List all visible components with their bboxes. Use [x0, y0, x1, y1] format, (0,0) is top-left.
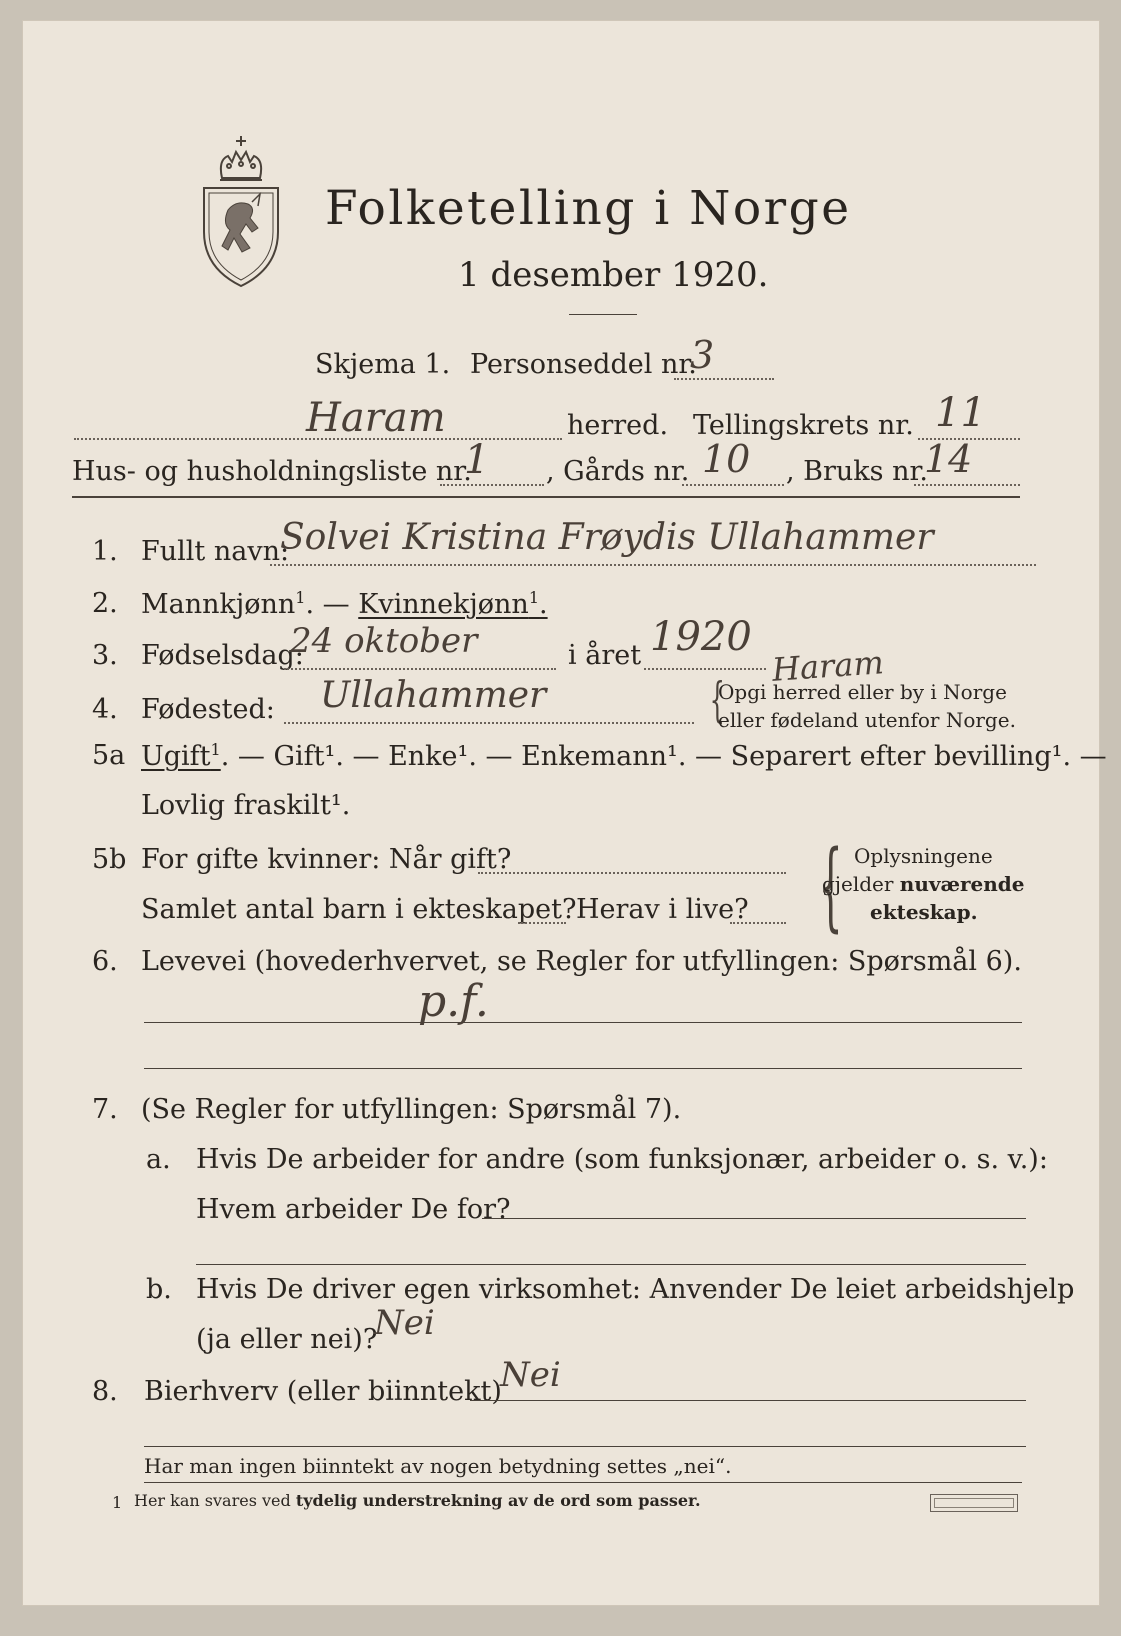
birthyear-value: 1920 [650, 614, 752, 660]
full-name-value: Solvei Kristina Frøydis Ullahammer [280, 517, 934, 558]
printer-stamp-icon [930, 1494, 1018, 1512]
q7a-letter: a. [146, 1144, 171, 1175]
q3-year-label: i året [568, 640, 642, 671]
tellingskrets-value: 11 [935, 390, 986, 436]
coat-of-arms-icon [198, 132, 284, 290]
occupation-field-line1[interactable] [144, 1022, 1022, 1023]
children-count-field[interactable] [518, 922, 566, 924]
q1-label: Fullt navn: [141, 536, 290, 567]
q7b-question: (ja eller nei)? [196, 1324, 378, 1355]
sex-option-male[interactable]: Mannkjønn [141, 589, 296, 620]
page-subtitle: 1 desember 1920. [458, 255, 769, 295]
side-income-field-line2[interactable] [144, 1446, 1026, 1447]
q4-number: 4. [92, 694, 118, 725]
marital-option-ugift[interactable]: Ugift [141, 741, 211, 772]
birthyear-field[interactable] [644, 668, 766, 670]
q5a-options: Ugift$^1$. — Gift¹. — Enke¹. — Enkemann¹. — Separert efter bevilling¹. — [141, 740, 1107, 772]
q5b-children-label: Samlet antal barn i ekteskapet? [141, 894, 577, 925]
employer-field-line1[interactable] [482, 1218, 1026, 1219]
q8-number: 8. [92, 1376, 118, 1407]
q5a-line2[interactable]: Lovlig fraskilt¹. [141, 790, 351, 821]
footer-note: Har man ingen biinntekt av nogen betydning settes „nei“. [144, 1454, 732, 1478]
herred-label: herred. [567, 410, 669, 441]
q5b-note-line2a: gjelder [822, 872, 900, 896]
q7-number: 7. [92, 1094, 118, 1125]
q1-number: 1. [92, 536, 118, 567]
q7-label: (Se Regler for utfyllingen: Spørsmål 7). [141, 1094, 682, 1125]
personseddel-label: Personseddel nr. [470, 349, 697, 380]
hired-help-value: Nei [374, 1303, 435, 1343]
q7a-question: Hvem arbeider De for? [196, 1194, 511, 1225]
q2-number: 2. [92, 588, 118, 619]
occupation-value: p.f. [418, 976, 489, 1027]
q3-number: 3. [92, 640, 118, 671]
birthplace-value: Ullahammer [320, 675, 547, 716]
q7a-text: Hvis De arbeider for andre (som funksjonær, arbeider o. s. v.): [196, 1144, 1048, 1175]
census-form-page [22, 20, 1107, 1606]
birthdate-field[interactable] [284, 668, 556, 670]
q8-label: Bierhverv (eller biinntekt) [144, 1376, 502, 1407]
q5b-note-brace: { [818, 830, 843, 942]
q5b-note-line2 [822, 874, 1025, 894]
q4-note-line1: Opgi herred eller by i Norge [718, 680, 1007, 704]
children-alive-field[interactable] [730, 922, 786, 924]
footnote-text [134, 1493, 701, 1509]
side-income-field-line1[interactable] [470, 1400, 1026, 1401]
gards-label: , Gårds nr. [546, 456, 690, 487]
q5b-line1: For gifte kvinner: Når gift? [141, 844, 512, 875]
footnote-mark: 1 [112, 1493, 123, 1512]
q7b-text: Hvis De driver egen virksomhet: Anvender De leiet arbeidshjelp [196, 1274, 1075, 1305]
employer-field-line2[interactable] [196, 1264, 1026, 1265]
hus-field[interactable] [440, 484, 544, 486]
hus-label: Hus- og husholdningsliste nr. [72, 456, 472, 487]
sex-option-female[interactable]: Kvinnekjønn [358, 589, 529, 620]
full-name-field[interactable] [270, 564, 1036, 566]
personseddel-value: 3 [690, 333, 715, 377]
header-divider [72, 496, 1020, 498]
q4-note-line2: eller fødeland utenfor Norge. [718, 708, 1016, 732]
birthdate-value: 24 oktober [290, 621, 478, 661]
married-when-field[interactable] [478, 872, 786, 874]
q6-number: 6. [92, 946, 118, 977]
personseddel-field[interactable] [674, 378, 774, 380]
bruks-value: 14 [924, 437, 973, 481]
hus-value: 1 [464, 437, 490, 483]
q4-note-brace: { [709, 672, 725, 728]
q6-label: Levevei (hovederhvervet, se Regler for utfyllingen: Spørsmål 6). [141, 946, 1022, 977]
q4-label: Fødested: [141, 694, 275, 725]
skjema-label: Skjema 1. [315, 349, 451, 380]
q5a-number: 5a [92, 740, 126, 771]
footnote-text-b: tydelig understrekning av de ord som passer. [295, 1491, 701, 1510]
footnote-divider [144, 1482, 1022, 1483]
q2-separator: . — [305, 589, 359, 620]
occupation-field-line2[interactable] [144, 1068, 1022, 1069]
gards-field[interactable] [682, 484, 784, 486]
side-income-value: Nei [500, 1355, 561, 1395]
q5b-note-line3: ekteskap. [870, 900, 978, 924]
birthplace-correction: Haram [770, 643, 885, 689]
q5b-number: 5b [92, 844, 127, 875]
tellingskrets-label: Tellingskrets nr. [693, 410, 914, 441]
title-divider [569, 314, 637, 315]
q5b-note-line2b: nuværende [899, 872, 1025, 896]
q7b-letter: b. [146, 1274, 172, 1305]
q2-end: . [539, 589, 548, 620]
herred-value: Haram [306, 395, 446, 441]
q2-options: Mannkjønn$^1$. — Kvinnekjønn$^1$. [141, 588, 548, 620]
q3-label: Fødselsdag: [141, 640, 304, 671]
page-title: Folketelling i Norge [325, 181, 852, 236]
bruks-label: , Bruks nr. [786, 456, 929, 487]
q5b-alive-label: Herav i live? [576, 894, 749, 925]
footnote-text-a: Her kan svares ved [134, 1491, 296, 1510]
birthplace-field[interactable] [284, 722, 694, 724]
marital-options-rest[interactable]: . — Gift¹. — Enke¹. — Enkemann¹. — Separert efter bevilling¹. — [220, 741, 1107, 772]
gards-value: 10 [702, 437, 751, 481]
q5b-note-line1: Oplysningene [854, 844, 993, 868]
bruks-field[interactable] [914, 484, 1020, 486]
